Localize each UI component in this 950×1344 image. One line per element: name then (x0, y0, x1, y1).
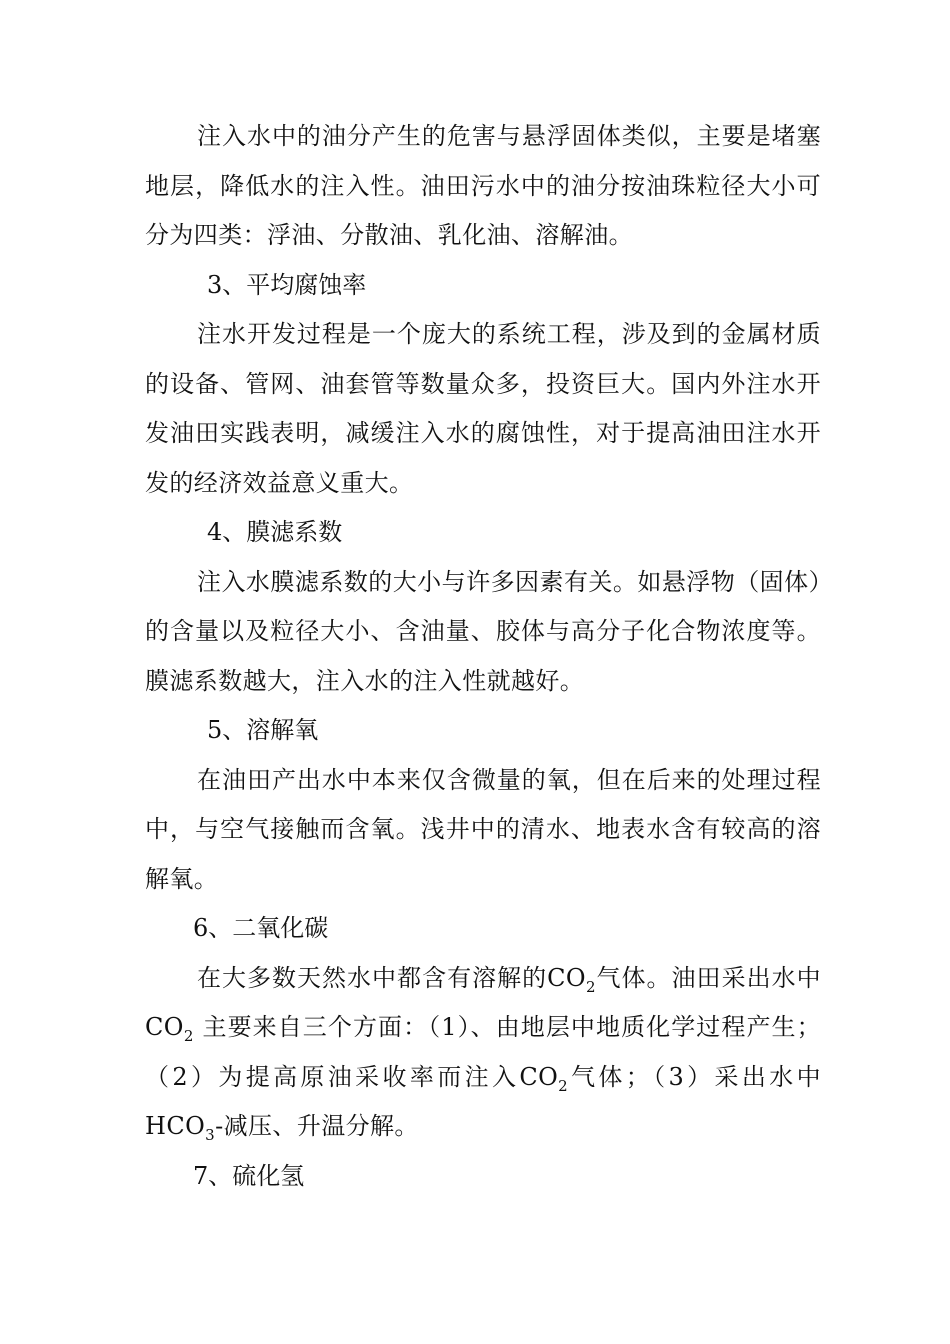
co2-text-1: 在大多数天然水中都含有溶解的 (197, 963, 548, 992)
co2-text-4: 气体；（3）采出水中 (568, 1062, 821, 1091)
co2-text-3: 主要来自三个方面：（1）、由地层中地质化学过程产生；（2）为提高原油采收率而注入 (145, 1013, 821, 1091)
paragraph-corrosion: 注水开发过程是一个庞大的系统工程，涉及到的金属材质的设备、管网、油套管等数量众多，投资巨大。国内外注水开发油田实践表明，减缓注入水的腐蚀性，对于提高油田注水开发的经济效益意义重大。 (145, 320, 821, 497)
co2-text-5: -减压、升温分解。 (215, 1112, 419, 1140)
paragraph-membrane-filtration: 注入水膜滤系数的大小与许多因素有关。如悬浮物（固体）的含量以及粒径大小、含油量、胶体与高分子化合物浓度等。膜滤系数越大，注入水的注入性就越好。 (145, 567, 821, 695)
heading-membrane-filtration: 4、膜滤系数 (207, 518, 343, 546)
document-body (145, 112, 821, 1201)
co2-formula-1: $CO_2$ (547, 963, 596, 996)
co2-text-2: 气体。油田采出水中 (595, 963, 821, 992)
co2-formula-2: $CO_2$ (145, 1013, 194, 1045)
heading-hydrogen-sulfide: 7、硫化氢 (193, 1161, 305, 1190)
heading-average-corrosion-rate: 3、平均腐蚀率 (207, 270, 367, 299)
co2-formula-3: $CO_2$ (519, 1062, 569, 1095)
paragraph-oil-content: 注入水中的油分产生的危害与悬浮固体类似，主要是堵塞地层，降低水的注入性。油田污水中的油分按油珠粒径大小可分为四类：浮油、分散油、乳化油、溶解油。 (145, 122, 821, 249)
heading-carbon-dioxide: 6、二氧化碳 (193, 914, 329, 942)
paragraph-carbon-dioxide (145, 954, 821, 1152)
paragraph-dissolved-oxygen: 在油田产出水中本来仅含微量的氧，但在后来的处理过程中，与空气接触而含氧。浅井中的清水、地表水含有较高的溶解氧。 (145, 765, 821, 893)
heading-dissolved-oxygen: 5、溶解氧 (207, 716, 319, 744)
hco3-formula: $HCO_3$ (145, 1112, 216, 1144)
